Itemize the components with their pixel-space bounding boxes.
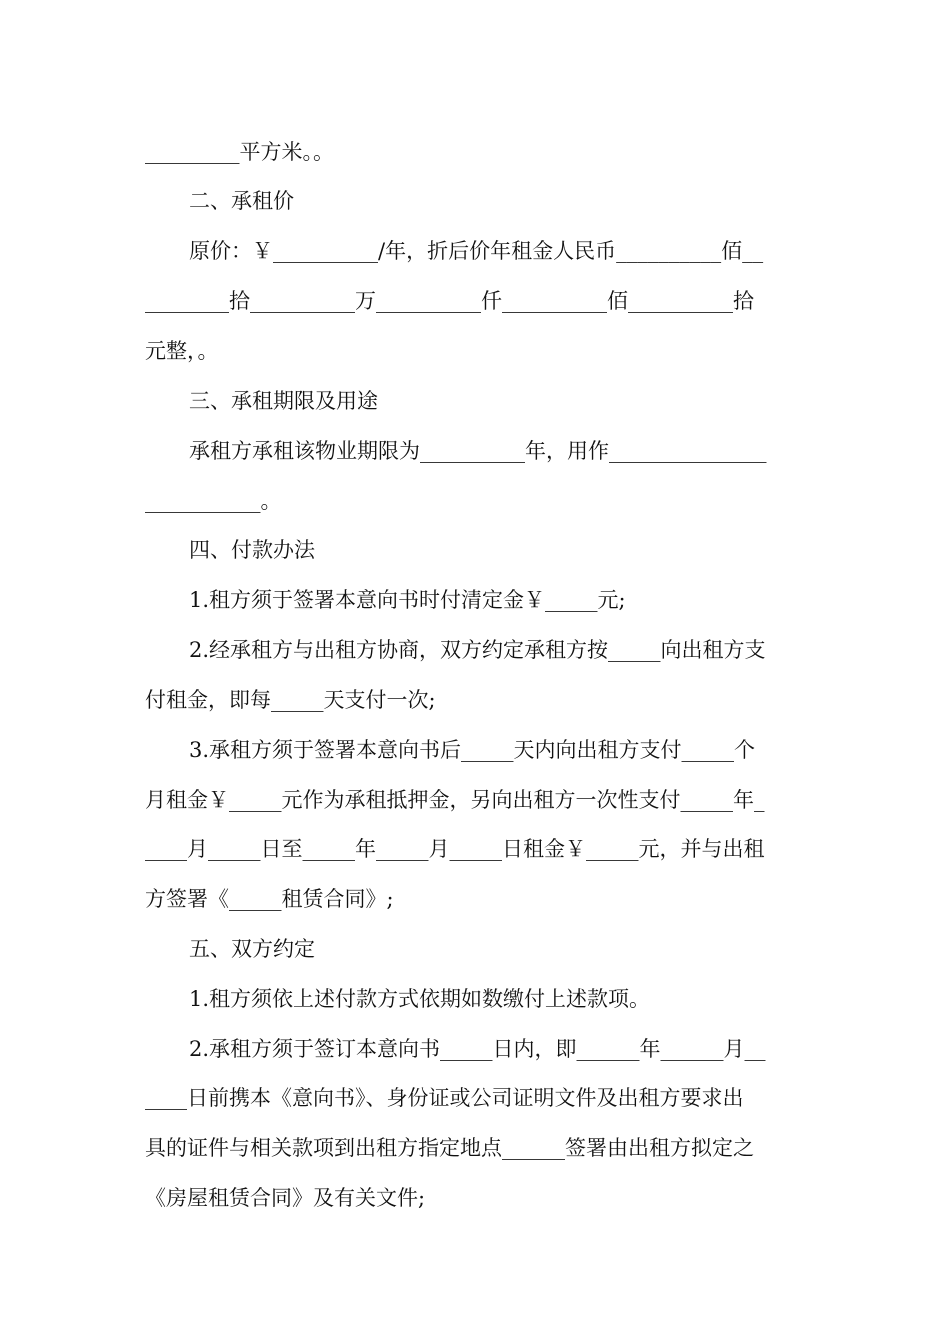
line-term-and-use-cont: ___________。 [145, 489, 282, 513]
section-heading-rent-price: 二、承租价 [189, 189, 294, 213]
payment-item-3-cont-2: ____月_____日至_____年_____月_____日租金￥_____元，并与出租 [145, 837, 765, 861]
section-heading-term-and-use: 三、承租期限及用途 [189, 389, 378, 413]
agreement-item-2-cont-2: 具的证件与相关款项到出租方指定地点______签署由出租方拟定之 [145, 1136, 754, 1160]
payment-item-3: 3.承租方须于签署本意向书后_____天内向出租方支付_____个 [189, 738, 756, 762]
agreement-item-2-cont-3: 《房屋租赁合同》及有关文件; [145, 1186, 426, 1210]
payment-item-2: 2.经承租方与出租方协商，双方约定承租方按_____向出租方支 [189, 638, 766, 662]
payment-item-3-cont-3: 方签署《_____租赁合同》; [145, 887, 394, 911]
line-area-continuation: _________平方米。。 [145, 140, 334, 164]
payment-item-1: 1.租方须于签署本意向书时付清定金￥_____元; [189, 588, 626, 612]
section-heading-payment: 四、付款办法 [189, 538, 315, 562]
payment-item-3-cont-1: 月租金￥_____元作为承租抵押金，另向出租方一次性支付_____年_ [145, 788, 765, 812]
agreement-item-2: 2.承租方须于签订本意向书_____日内，即______年______月__ [189, 1037, 766, 1061]
line-original-price: 原价：￥__________/年，折后价年租金人民币__________佰__ [189, 239, 764, 263]
line-rent-amount-end: 元整，。 [145, 339, 219, 363]
agreement-item-1: 1.租方须依上述付款方式依期如数缴付上述款项。 [189, 987, 651, 1011]
line-rent-amount-units: ________拾__________万__________仟__________佰__________拾 [145, 289, 754, 313]
payment-item-2-cont: 付租金，即每_____天支付一次; [145, 688, 436, 712]
section-heading-agreement: 五、双方约定 [189, 937, 315, 961]
line-term-and-use: 承租方承租该物业期限为__________年，用作_______________ [189, 439, 767, 463]
agreement-item-2-cont-1: ____日前携本《意向书》、身份证或公司证明文件及出租方要求出 [145, 1086, 744, 1110]
